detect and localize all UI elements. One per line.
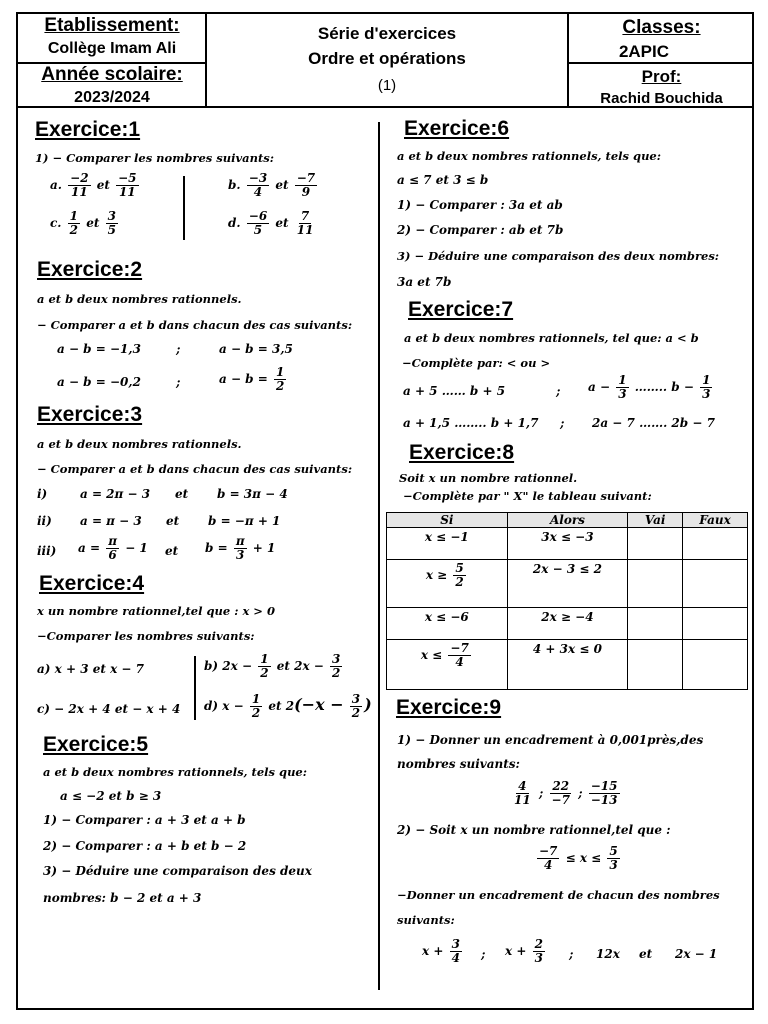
ex5-condition: a ≤ −2 et b ≥ 3 [60,789,162,803]
col-header-faux: Faux [683,513,748,528]
ex7-question: −Complète par: < ou > [402,356,551,370]
serie-title: Série d'exercices [317,24,457,43]
ex3-iii-a: a = $\frac{\pi}{6}$ − 1 [78,534,148,563]
ex1-question: 1) − Comparer les nombres suivants: [35,151,274,165]
serie-number: (1) [377,77,397,94]
ex9-q1: 1) − Donner un encadrement à 0,001près,des [397,733,704,747]
ex2-case-1: a − b = −1,3 [57,342,141,356]
col-header-alors: Alors [507,513,628,528]
cell-si: x ≤ −1 [387,528,508,560]
exercise-4-title: Exercice:4 [39,572,145,595]
ex2-question: − Comparer a et b dans chacun des cas suivants: [37,318,353,332]
ex5-intro: a et b deux nombres rationnels, tels que: [43,765,307,779]
ex3-i-label: i) [37,487,48,501]
ex4-item-a: a) x + 3 et x − 7 [37,662,144,676]
ex7-row2-b: 2a − 7 ……. 2b − 7 [592,416,715,430]
ex6-q2: 2) − Comparer : ab et 7b [397,223,564,237]
exercise-2-title: Exercice:2 [37,258,143,281]
ex2-case-4: a − b = $\frac{1}{2}$ [219,365,285,394]
ex9-et: et [639,947,653,961]
ex6-condition: a ≤ 7 et 3 ≤ b [397,173,489,187]
cell-faux-empty[interactable] [683,640,748,690]
ex3-ii-b: b = −π + 1 [208,514,281,528]
table-row [387,640,748,690]
ex9-q2: 2) − Soit x un nombre rationnel,tel que : [397,823,671,837]
theme-title: Ordre et opérations [308,49,466,68]
ex2-sep: ; [176,375,181,389]
ex7-intro: a et b deux nombres rationnels, tel que: a < b [404,331,699,345]
ex3-i-b: b = 3π − 4 [217,487,288,501]
ex3-question: − Comparer a et b dans chacun des cas suivants: [37,462,353,476]
ex8-question: −Complète par " X" le tableau suivant: [403,489,652,503]
ex3-iii-label: iii) [37,544,57,558]
ex6-q1: 1) − Comparer : 3a et ab [397,198,563,212]
ex4-separator [194,656,196,720]
etab-value: Collège Imam Ali [47,40,177,57]
cell-vrai-empty[interactable] [628,608,683,640]
ex9-expr-4: 2x − 1 [675,947,718,961]
classes-label: Classes: [622,17,701,38]
ex1-item-d: d. $\frac{-6}{5}$ et $\frac{7}{11}$ [228,209,314,238]
annee-value: 2023/2024 [74,89,150,106]
cell-vrai-empty[interactable] [628,528,683,560]
header-divider [567,62,754,64]
ex2-sep: ; [176,342,181,356]
cell-faux-empty[interactable] [683,560,748,608]
ex9-inequality: $\frac{-7}{4}$ ≤ x ≤ $\frac{5}{3}$ [539,844,618,873]
column-divider [378,122,380,990]
ex7-sep: ; [560,416,565,430]
exercise-7-title: Exercice:7 [408,298,514,321]
table-row [387,560,748,608]
cell-alors: 4 + 3x ≤ 0 [507,640,628,690]
cell-vrai-empty[interactable] [628,640,683,690]
ex5-q1: 1) − Comparer : a + 3 et a + b [43,813,246,827]
ex3-et: et [166,514,180,528]
prof-label: Prof: [641,67,682,86]
ex1-item-c: c. $\frac{1}{2}$ et $\frac{3}{5}$ [50,209,116,238]
ex9-sep: ; [481,947,486,961]
ex9-expr-1: x + $\frac{3}{4}$ [422,937,460,966]
cell-si: x ≥ $\frac{5}{2}$ [387,560,508,608]
etab-label: Etablissement: [44,15,180,36]
ex6-intro: a et b deux nombres rationnels, tels que: [397,149,661,163]
ex9-expr-3: 12x [596,947,620,961]
ex9-fractions: $\frac{4}{11}$ ; $\frac{22}{-7}$ ; $\frac{-15}{-13}$ [514,779,618,808]
ex5-q2: 2) − Comparer : a + b et b − 2 [43,839,247,853]
header-box [16,12,754,108]
cell-vrai-empty[interactable] [628,560,683,608]
ex7-row1-a: a + 5 …… b + 5 [403,384,506,398]
ex1-item-b: b. $\frac{-3}{4}$ et $\frac{-7}{9}$ [228,171,316,200]
ex9-q1-cont: nombres suivants: [397,757,520,771]
cell-faux-empty[interactable] [683,608,748,640]
exercise-1-title: Exercice:1 [35,118,141,141]
ex2-case-3: a − b = −0,2 [57,375,141,389]
table-header-row [387,513,748,528]
ex4-item-b: b) 2x − $\frac{1}{2}$ et 2x − $\frac{3}{2}$ [204,652,341,681]
ex9-q3: −Donner un encadrement de chacun des nombres [397,888,720,902]
ex3-et: et [175,487,189,501]
ex5-q3: 3) − Déduire une comparaison des deux [43,864,312,878]
exercise-3-title: Exercice:3 [37,403,143,426]
cell-faux-empty[interactable] [683,528,748,560]
ex3-et: et [165,544,179,558]
ex3-ii-a: a = π − 3 [80,514,142,528]
exercise-5-title: Exercice:5 [43,733,149,756]
col-header-si: Si [387,513,508,528]
cell-alors: 2x ≥ −4 [507,608,628,640]
ex3-iii-b: b = $\frac{\pi}{3}$ + 1 [205,534,276,563]
ex2-case-2: a − b = 3,5 [219,342,293,356]
ex4-item-c: c) − 2x + 4 et − x + 4 [37,702,181,716]
ex8-table [386,512,748,690]
cell-si: x ≤ −6 [387,608,508,640]
annee-label: Année scolaire: [41,64,183,85]
ex3-ii-label: ii) [37,514,52,528]
ex9-sep: ; [569,947,574,961]
ex4-question: −Comparer les nombres suivants: [37,629,255,643]
cell-alors: 3x ≤ −3 [507,528,628,560]
ex3-intro: a et b deux nombres rationnels. [37,437,242,451]
classes-value: 2APIC [618,42,670,61]
table-row [387,608,748,640]
ex9-q3-cont: suivants: [397,913,455,927]
ex6-q3: 3) − Déduire une comparaison des deux nombres: [397,249,720,263]
cell-si: x ≤ $\frac{-7}{4}$ [387,640,508,690]
ex7-row1-b: a − $\frac{1}{3}$ …….. b − $\frac{1}{3}$ [588,373,711,402]
ex8-intro: Soit x un nombre rationnel. [399,471,578,485]
ex4-intro: x un nombre rationnel,tel que : x > 0 [37,604,275,618]
ex5-q3-cont: nombres: b − 2 et a + 3 [43,891,202,905]
ex6-q3-cont: 3a et 7b [397,275,452,289]
ex3-i-a: a = 2π − 3 [80,487,151,501]
col-header-vrai: Vai [628,513,683,528]
ex1-item-a: a. $\frac{-2}{11}$ et $\frac{-5}{11}$ [50,171,137,200]
ex9-expr-2: x + $\frac{2}{3}$ [505,937,543,966]
ex7-row2-a: a + 1,5 …….. b + 1,7 [403,416,539,430]
exercise-8-title: Exercice:8 [409,441,515,464]
exercise-6-title: Exercice:6 [404,117,510,140]
exercise-9-title: Exercice:9 [396,696,502,719]
table-row [387,528,748,560]
prof-value: Rachid Bouchida [600,90,723,107]
ex4-item-d: d) x − $\frac{1}{2}$ et 2(−x − $\frac{3}{2}$ ) [204,692,372,721]
cell-alors: 2x − 3 ≤ 2 [507,560,628,608]
ex1-separator [183,176,185,240]
ex7-sep: ; [556,384,561,398]
ex2-intro: a et b deux nombres rationnels. [37,292,242,306]
